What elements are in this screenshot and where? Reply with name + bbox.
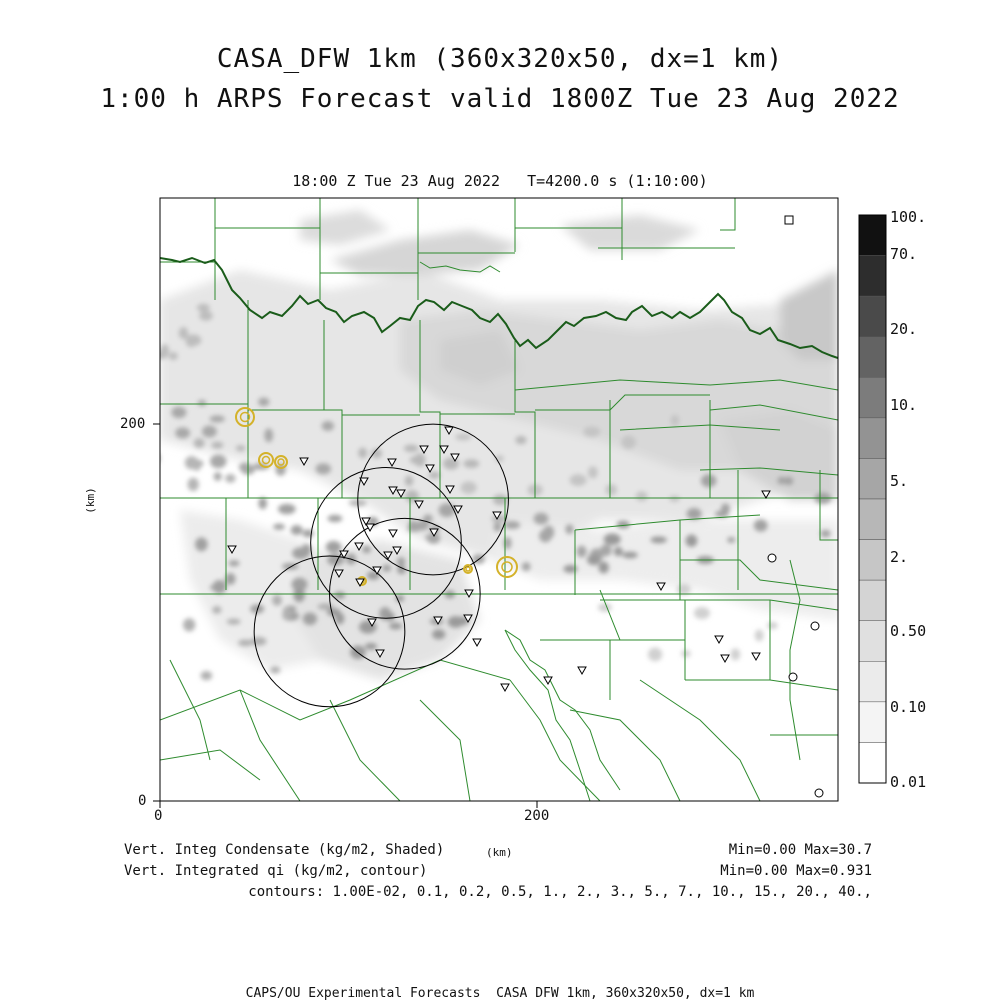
condensate-cell <box>730 648 740 660</box>
condensate-cell <box>198 400 207 406</box>
condensate-cell <box>534 513 549 525</box>
condensate-cell <box>621 436 636 449</box>
colorbar-swatch <box>859 621 886 662</box>
condensate-cell <box>326 541 342 553</box>
condensate-cell <box>386 612 395 621</box>
condensate-cell <box>185 456 198 469</box>
condensate-cell <box>362 546 371 554</box>
condensate-cell <box>122 384 135 392</box>
condensate-cell <box>258 397 269 406</box>
condensate-cell <box>493 522 501 532</box>
contour-field-minmax: Min=0.00 Max=0.931 <box>720 863 872 879</box>
colorbar-label: 0.01 <box>890 773 927 791</box>
condensate-cell <box>727 537 735 543</box>
condensate-cell <box>197 304 210 312</box>
condensate-cell <box>754 519 768 531</box>
condensate-cell <box>264 428 273 442</box>
condensate-cell <box>194 438 205 448</box>
colorbar-swatch <box>859 458 886 499</box>
condensate-cell <box>701 474 716 487</box>
condensate-cell <box>784 477 793 486</box>
contour-field-description: Vert. Integrated qi (kg/m2, contour) <box>124 863 428 879</box>
condensate-cell <box>636 491 648 501</box>
condensate-cell <box>651 536 667 543</box>
colorbar-swatch <box>859 661 886 702</box>
colorbar-swatch <box>859 540 886 581</box>
condensate-cell <box>429 472 441 479</box>
condensate-cell <box>425 534 441 541</box>
condensate-cell <box>228 560 239 566</box>
figure-title: CASA_DFW 1km (360x320x50, dx=1 km) <box>216 44 784 74</box>
colorbar-swatch <box>859 742 886 783</box>
condensate-cell <box>604 534 621 546</box>
condensate-cell <box>136 490 145 497</box>
condensate-cell <box>188 478 199 491</box>
condensate-cell <box>587 554 601 565</box>
condensate-cell <box>212 606 221 613</box>
condensate-cell <box>677 584 691 595</box>
station-marker <box>811 622 819 630</box>
condensate-cell <box>570 474 587 486</box>
colorbar-label: 2. <box>890 548 909 566</box>
condensate-cell <box>103 319 116 326</box>
condensate-cell <box>686 535 698 547</box>
colorbar-label: 0.50 <box>890 622 927 640</box>
colorbar-swatch <box>859 702 886 743</box>
condensate-cell <box>175 427 190 438</box>
x-axis-unit: (km) <box>486 846 513 859</box>
valid-time-label: 18:00 Z Tue 23 Aug 2022 T=4200.0 s (1:10:00) <box>292 172 708 190</box>
condensate-cell <box>432 629 445 639</box>
condensate-cell <box>721 503 730 513</box>
condensate-cell <box>767 622 778 629</box>
condensate-cell <box>820 530 830 537</box>
condensate-cell <box>272 595 282 606</box>
condensate-cell <box>382 565 391 572</box>
condensate-cell <box>600 544 612 556</box>
colorbar <box>859 215 886 783</box>
condensate-cell <box>283 607 292 620</box>
colorbar-swatch <box>859 215 886 256</box>
condensate-cell <box>328 515 343 522</box>
condensate-cell <box>648 648 662 662</box>
condensate-cell <box>291 525 303 535</box>
condensate-cell <box>365 643 377 650</box>
condensate-cell <box>681 650 691 657</box>
condensate-cell <box>98 341 116 349</box>
condensate-cell <box>461 481 477 493</box>
y-axis-unit: (km) <box>83 487 97 514</box>
condensate-cell <box>303 612 317 625</box>
condensate-cell <box>334 592 345 599</box>
condensate-cell <box>322 421 334 431</box>
station-marker <box>815 789 823 797</box>
shaded-field-description: Vert. Integ Condensate (kg/m2, Shaded) <box>124 842 445 858</box>
condensate-cell <box>270 666 280 673</box>
condensate-cell <box>251 637 267 646</box>
condensate-cell <box>169 352 178 360</box>
station-marker <box>768 554 776 562</box>
condensate-cell <box>410 456 420 463</box>
x-tick-200: 200 <box>524 808 550 824</box>
condensate-cell <box>455 433 471 440</box>
condensate-cell <box>694 607 710 619</box>
colorbar-swatch <box>859 337 886 378</box>
condensate-cell <box>316 463 331 474</box>
condensate-cell <box>195 537 208 551</box>
colorbar-swatch <box>859 580 886 621</box>
contour-levels: contours: 1.00E-02, 0.1, 0.2, 0.5, 1., 2., 3., 5., 7., 10., 15., 20., 40., <box>248 884 872 900</box>
colorbar-swatch <box>859 256 886 297</box>
condensate-cell <box>563 565 577 573</box>
y-tick-200: 200 <box>120 416 146 432</box>
condensate-cell <box>504 521 520 529</box>
station-marker <box>789 673 797 681</box>
x-tick-0: 0 <box>154 808 163 824</box>
condensate-cell <box>515 436 526 445</box>
condensate-cell <box>214 472 222 481</box>
condensate-cell <box>439 503 455 517</box>
condensate-cell <box>183 618 195 631</box>
colorbar-label: 70. <box>890 245 918 263</box>
condensate-cell <box>605 484 617 495</box>
colorbar-label: 100. <box>890 208 927 226</box>
condensate-cell <box>687 508 702 520</box>
condensate-cell <box>210 454 227 468</box>
condensate-cell <box>199 311 213 321</box>
condensate-cell <box>405 475 414 486</box>
figure-subtitle: 1:00 h ARPS Forecast valid 1800Z Tue 23 Aug 2022 <box>100 84 900 114</box>
condensate-cell <box>565 524 573 534</box>
condensate-cell <box>108 298 125 312</box>
colorbar-swatch <box>859 418 886 459</box>
condensate-cell <box>201 671 213 680</box>
shaded-field-minmax: Min=0.00 Max=30.7 <box>728 842 872 858</box>
condensate-cell <box>493 494 508 505</box>
condensate-cell <box>598 562 608 574</box>
condensate-cell <box>292 547 309 559</box>
colorbar-label: 5. <box>890 472 909 490</box>
colorbar-swatch <box>859 499 886 540</box>
condensate-cell <box>211 442 223 449</box>
condensate-cell <box>614 547 623 557</box>
condensate-cell <box>583 427 600 437</box>
condensate-cell <box>463 459 479 468</box>
condensate-cell <box>293 588 304 602</box>
condensate-cell <box>358 448 367 459</box>
condensate-cell <box>670 415 679 426</box>
condensate-cell <box>227 619 241 625</box>
condensate-cell <box>210 415 225 422</box>
condensate-cell <box>577 546 587 558</box>
colorbar-swatch <box>859 377 886 418</box>
condensate-cell <box>755 629 764 641</box>
condensate-cell <box>179 327 189 339</box>
condensate-cell <box>588 466 598 478</box>
condensate-cell <box>144 328 153 341</box>
condensate-cell <box>622 552 638 559</box>
condensate-cell <box>109 395 121 403</box>
condensate-cell <box>225 573 235 585</box>
condensate-cell <box>443 458 459 470</box>
colorbar-label: 10. <box>890 396 918 414</box>
condensate-cell <box>522 562 531 571</box>
colorbar-label: 0.10 <box>890 698 927 716</box>
condensate-cell <box>539 529 552 542</box>
condensate-cell <box>213 580 227 594</box>
y-tick-0: 0 <box>138 793 147 809</box>
condensate-cell <box>397 557 405 566</box>
colorbar-label: 20. <box>890 320 918 338</box>
condensate-cell <box>669 495 680 501</box>
station-marker <box>785 216 793 224</box>
condensate-cell <box>273 524 285 530</box>
condensate-cell <box>258 497 267 509</box>
condensate-cell <box>202 426 217 438</box>
condensate-cell <box>389 623 402 630</box>
condensate-cell <box>171 407 186 419</box>
condensate-cell <box>236 445 246 451</box>
condensate-cell <box>152 453 160 464</box>
condensate-cell <box>302 530 313 538</box>
condensate-cell <box>134 457 144 465</box>
footer-credit: CAPS/OU Experimental Forecasts CASA DFW 1km, 360x320x50, dx=1 km <box>245 986 755 1001</box>
colorbar-swatch <box>859 296 886 337</box>
condensate-cell <box>186 335 202 346</box>
condensate-cell <box>278 504 296 514</box>
condensate-cell <box>404 445 419 452</box>
condensate-cell <box>598 603 612 612</box>
condensate-cell <box>238 639 253 646</box>
condensate-cell <box>225 474 236 483</box>
